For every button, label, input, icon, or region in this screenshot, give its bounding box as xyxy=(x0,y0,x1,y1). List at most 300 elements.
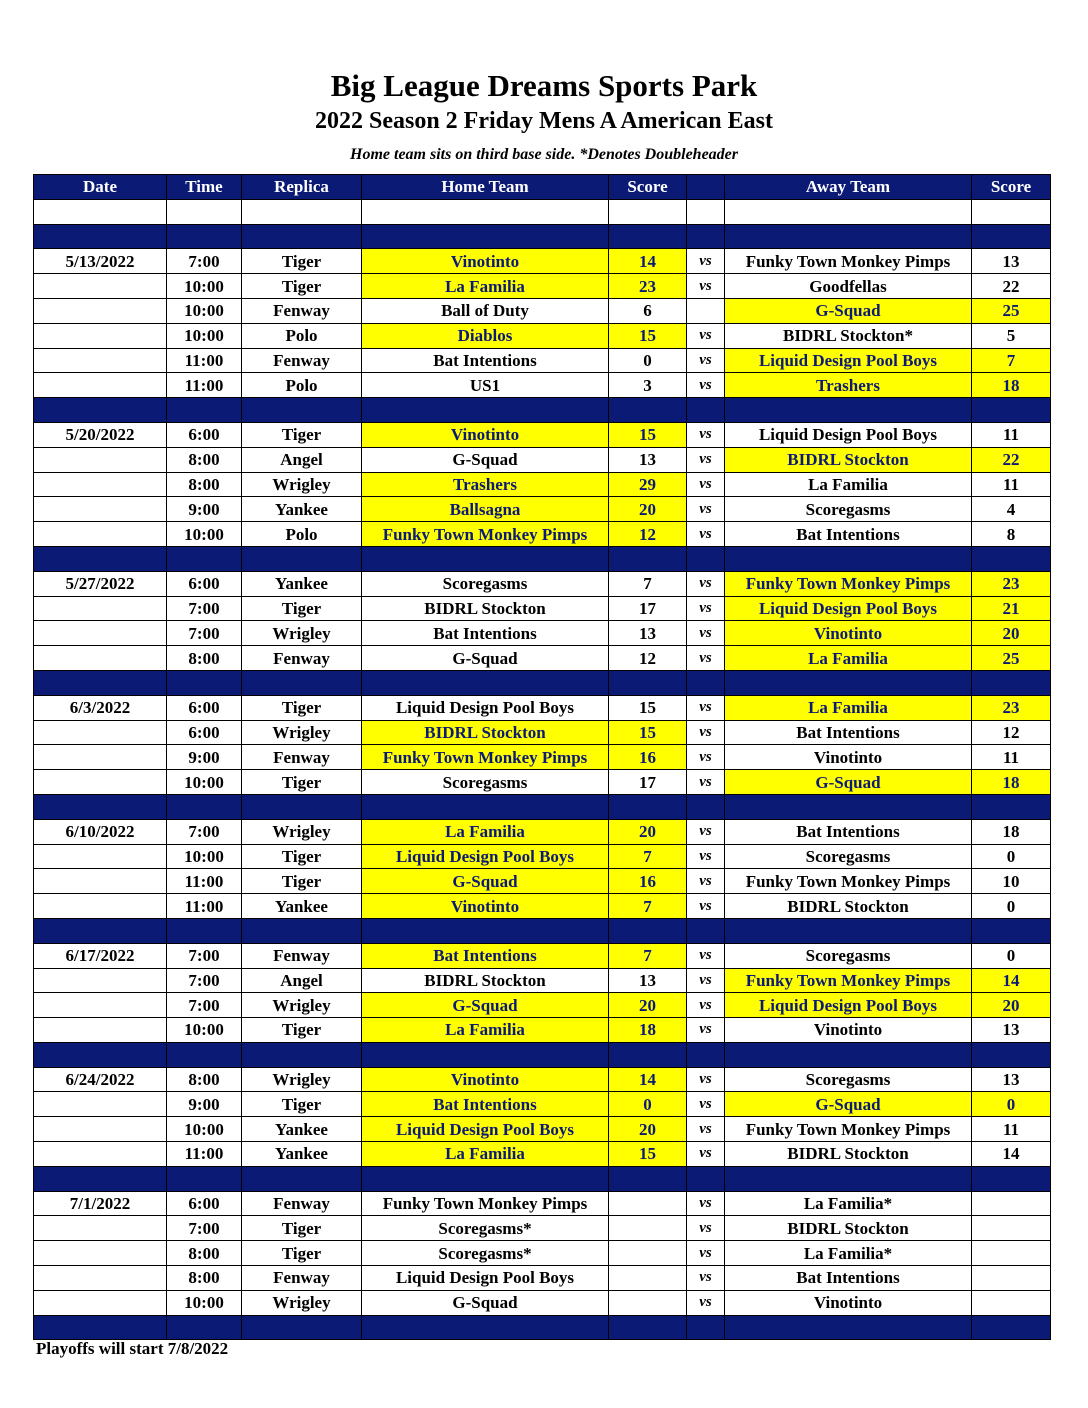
time-cell: 6:00 xyxy=(167,720,242,745)
away-score-cell xyxy=(972,1191,1051,1216)
home-team-cell: Scoregasms xyxy=(362,770,609,795)
replica-cell: Angel xyxy=(242,447,362,472)
home-score-cell: 0 xyxy=(609,348,687,373)
away-team-cell: Bat Intentions xyxy=(725,522,972,547)
date-cell xyxy=(34,1166,167,1191)
date-cell xyxy=(34,1042,167,1067)
away-team-cell: Bat Intentions xyxy=(725,720,972,745)
separator-row xyxy=(34,224,1051,249)
away-team-cell: Scoregasms xyxy=(725,844,972,869)
home-team-cell xyxy=(362,670,609,695)
date-cell xyxy=(34,224,167,249)
time-cell: 7:00 xyxy=(167,993,242,1018)
vs-cell: vs xyxy=(687,819,725,844)
replica-cell xyxy=(242,199,362,224)
home-score-cell: 15 xyxy=(609,1142,687,1167)
date-cell xyxy=(34,1092,167,1117)
away-score-cell: 13 xyxy=(972,1067,1051,1092)
time-cell xyxy=(167,1315,242,1340)
vs-cell: vs xyxy=(687,943,725,968)
away-team-cell: G-Squad xyxy=(725,298,972,323)
col-header-vs xyxy=(687,175,725,200)
away-team-cell: BIDRL Stockton* xyxy=(725,323,972,348)
date-cell xyxy=(34,1117,167,1142)
away-score-cell xyxy=(972,1216,1051,1241)
away-team-cell: Scoregasms xyxy=(725,497,972,522)
time-cell xyxy=(167,224,242,249)
time-cell xyxy=(167,199,242,224)
away-team-cell: Vinotinto xyxy=(725,621,972,646)
vs-cell xyxy=(687,1166,725,1191)
away-score-cell: 10 xyxy=(972,869,1051,894)
home-team-cell: La Familia xyxy=(362,1018,609,1043)
home-score-cell xyxy=(609,546,687,571)
home-score-cell xyxy=(609,1266,687,1291)
home-team-cell: G-Squad xyxy=(362,869,609,894)
blank-row xyxy=(34,199,1051,224)
home-team-cell: Bat Intentions xyxy=(362,943,609,968)
away-team-cell xyxy=(725,1042,972,1067)
table-row xyxy=(34,745,1051,770)
home-score-cell xyxy=(609,1241,687,1266)
home-team-cell: BIDRL Stockton xyxy=(362,596,609,621)
home-score-cell xyxy=(609,1166,687,1191)
home-team-cell: BIDRL Stockton xyxy=(362,720,609,745)
away-score-cell xyxy=(972,670,1051,695)
home-score-cell: 16 xyxy=(609,869,687,894)
table-row xyxy=(34,1266,1051,1291)
table-row xyxy=(34,596,1051,621)
replica-cell: Polo xyxy=(242,323,362,348)
table-row xyxy=(34,695,1051,720)
vs-cell: vs xyxy=(687,745,725,770)
home-team-cell: Trashers xyxy=(362,472,609,497)
away-score-cell: 18 xyxy=(972,819,1051,844)
home-team-cell: G-Squad xyxy=(362,646,609,671)
home-score-cell xyxy=(609,224,687,249)
table-row xyxy=(34,869,1051,894)
away-score-cell xyxy=(972,1266,1051,1291)
home-team-cell: Scoregasms* xyxy=(362,1241,609,1266)
home-score-cell: 13 xyxy=(609,621,687,646)
date-cell: 5/27/2022 xyxy=(34,571,167,596)
away-score-cell xyxy=(972,1166,1051,1191)
away-team-cell: Trashers xyxy=(725,373,972,398)
away-score-cell: 22 xyxy=(972,274,1051,299)
time-cell xyxy=(167,1042,242,1067)
home-score-cell: 6 xyxy=(609,298,687,323)
date-cell: 7/1/2022 xyxy=(34,1191,167,1216)
date-cell xyxy=(34,869,167,894)
vs-cell xyxy=(687,298,725,323)
home-team-cell: G-Squad xyxy=(362,447,609,472)
time-cell: 7:00 xyxy=(167,943,242,968)
away-score-cell: 0 xyxy=(972,943,1051,968)
away-team-cell: BIDRL Stockton xyxy=(725,1216,972,1241)
replica-cell: Tiger xyxy=(242,770,362,795)
replica-cell: Tiger xyxy=(242,1092,362,1117)
away-score-cell: 18 xyxy=(972,373,1051,398)
away-score-cell xyxy=(972,1290,1051,1315)
home-score-cell: 12 xyxy=(609,646,687,671)
home-score-cell xyxy=(609,1191,687,1216)
table-row xyxy=(34,522,1051,547)
vs-cell: vs xyxy=(687,323,725,348)
home-score-cell: 16 xyxy=(609,745,687,770)
replica-cell: Fenway xyxy=(242,943,362,968)
time-cell: 8:00 xyxy=(167,472,242,497)
away-score-cell: 0 xyxy=(972,1092,1051,1117)
home-score-cell: 15 xyxy=(609,323,687,348)
table-row xyxy=(34,819,1051,844)
replica-cell: Tiger xyxy=(242,596,362,621)
vs-cell: vs xyxy=(687,497,725,522)
page-title: Big League Dreams Sports Park xyxy=(330,68,758,103)
vs-cell: vs xyxy=(687,1067,725,1092)
time-cell xyxy=(167,670,242,695)
date-cell xyxy=(34,472,167,497)
time-cell: 7:00 xyxy=(167,621,242,646)
vs-cell: vs xyxy=(687,522,725,547)
vs-cell: vs xyxy=(687,447,725,472)
date-cell xyxy=(34,918,167,943)
away-team-cell: Liquid Design Pool Boys xyxy=(725,596,972,621)
table-row xyxy=(34,943,1051,968)
table-row xyxy=(34,993,1051,1018)
replica-cell: Fenway xyxy=(242,1191,362,1216)
col-header-time: Time xyxy=(167,175,242,200)
table-row xyxy=(34,323,1051,348)
date-cell: 6/24/2022 xyxy=(34,1067,167,1092)
home-score-cell: 15 xyxy=(609,695,687,720)
date-cell xyxy=(34,596,167,621)
home-team-cell: La Familia xyxy=(362,1142,609,1167)
away-score-cell: 23 xyxy=(972,571,1051,596)
away-team-cell: Liquid Design Pool Boys xyxy=(725,422,972,447)
replica-cell xyxy=(242,794,362,819)
away-team-cell: BIDRL Stockton xyxy=(725,1142,972,1167)
date-cell xyxy=(34,522,167,547)
home-score-cell: 20 xyxy=(609,993,687,1018)
away-score-cell: 13 xyxy=(972,1018,1051,1043)
home-score-cell: 15 xyxy=(609,422,687,447)
table-row xyxy=(34,894,1051,919)
home-team-cell: Funky Town Monkey Pimps xyxy=(362,1191,609,1216)
vs-cell: vs xyxy=(687,274,725,299)
separator-row xyxy=(34,1166,1051,1191)
table-row xyxy=(34,770,1051,795)
replica-cell: Yankee xyxy=(242,1142,362,1167)
away-score-cell: 11 xyxy=(972,422,1051,447)
away-score-cell xyxy=(972,918,1051,943)
time-cell: 8:00 xyxy=(167,1067,242,1092)
away-team-cell: Vinotinto xyxy=(725,1018,972,1043)
away-team-cell xyxy=(725,1315,972,1340)
date-cell: 6/10/2022 xyxy=(34,819,167,844)
time-cell: 6:00 xyxy=(167,695,242,720)
away-team-cell: La Familia* xyxy=(725,1241,972,1266)
time-cell: 11:00 xyxy=(167,348,242,373)
replica-cell xyxy=(242,1315,362,1340)
time-cell: 8:00 xyxy=(167,447,242,472)
home-team-cell: Vinotinto xyxy=(362,1067,609,1092)
home-score-cell: 14 xyxy=(609,249,687,274)
home-score-cell: 3 xyxy=(609,373,687,398)
home-score-cell: 17 xyxy=(609,596,687,621)
date-cell xyxy=(34,646,167,671)
home-team-cell: Liquid Design Pool Boys xyxy=(362,695,609,720)
table-row xyxy=(34,1067,1051,1092)
home-score-cell xyxy=(609,1216,687,1241)
home-team-cell xyxy=(362,224,609,249)
date-cell xyxy=(34,298,167,323)
table-row xyxy=(34,249,1051,274)
replica-cell: Yankee xyxy=(242,497,362,522)
home-score-cell: 15 xyxy=(609,720,687,745)
vs-cell: vs xyxy=(687,422,725,447)
replica-cell: Fenway xyxy=(242,348,362,373)
vs-cell: vs xyxy=(687,1241,725,1266)
home-team-cell: La Familia xyxy=(362,274,609,299)
date-cell xyxy=(34,497,167,522)
time-cell: 10:00 xyxy=(167,770,242,795)
replica-cell: Wrigley xyxy=(242,621,362,646)
away-team-cell xyxy=(725,670,972,695)
date-cell xyxy=(34,199,167,224)
table-row xyxy=(34,571,1051,596)
time-cell: 10:00 xyxy=(167,323,242,348)
home-team-cell xyxy=(362,1042,609,1067)
replica-cell xyxy=(242,224,362,249)
home-score-cell xyxy=(609,1290,687,1315)
time-cell: 10:00 xyxy=(167,1290,242,1315)
replica-cell: Yankee xyxy=(242,894,362,919)
replica-cell: Polo xyxy=(242,522,362,547)
home-score-cell: 29 xyxy=(609,472,687,497)
time-cell xyxy=(167,546,242,571)
date-cell xyxy=(34,1142,167,1167)
vs-cell: vs xyxy=(687,844,725,869)
vs-cell xyxy=(687,224,725,249)
table-row xyxy=(34,422,1051,447)
home-score-cell: 20 xyxy=(609,1117,687,1142)
vs-cell: vs xyxy=(687,770,725,795)
date-cell: 6/17/2022 xyxy=(34,943,167,968)
away-team-cell xyxy=(725,199,972,224)
home-score-cell xyxy=(609,1315,687,1340)
separator-row xyxy=(34,398,1051,423)
time-cell: 8:00 xyxy=(167,1266,242,1291)
away-team-cell: La Familia xyxy=(725,695,972,720)
separator-row xyxy=(34,546,1051,571)
vs-cell: vs xyxy=(687,596,725,621)
away-score-cell: 25 xyxy=(972,298,1051,323)
replica-cell xyxy=(242,918,362,943)
date-cell xyxy=(34,968,167,993)
date-cell xyxy=(34,1018,167,1043)
table-row xyxy=(34,497,1051,522)
home-team-cell: Bat Intentions xyxy=(362,1092,609,1117)
replica-cell: Tiger xyxy=(242,1216,362,1241)
date-cell xyxy=(34,670,167,695)
away-score-cell: 0 xyxy=(972,894,1051,919)
date-cell xyxy=(34,794,167,819)
home-team-cell xyxy=(362,398,609,423)
date-cell xyxy=(34,844,167,869)
away-score-cell: 20 xyxy=(972,621,1051,646)
vs-cell: vs xyxy=(687,571,725,596)
home-team-cell: G-Squad xyxy=(362,993,609,1018)
time-cell: 11:00 xyxy=(167,894,242,919)
table-header-row xyxy=(34,175,1051,200)
time-cell: 9:00 xyxy=(167,1092,242,1117)
date-cell xyxy=(34,770,167,795)
away-team-cell: Funky Town Monkey Pimps xyxy=(725,249,972,274)
date-cell: 5/20/2022 xyxy=(34,422,167,447)
replica-cell: Wrigley xyxy=(242,1067,362,1092)
home-team-cell: Vinotinto xyxy=(362,422,609,447)
home-team-cell xyxy=(362,199,609,224)
vs-cell: vs xyxy=(687,373,725,398)
col-header-date: Date xyxy=(34,175,167,200)
home-team-cell: Liquid Design Pool Boys xyxy=(362,1117,609,1142)
away-score-cell xyxy=(972,224,1051,249)
col-header-away-team: Away Team xyxy=(725,175,972,200)
col-header-replica: Replica xyxy=(242,175,362,200)
home-score-cell xyxy=(609,794,687,819)
home-team-cell: Ball of Duty xyxy=(362,298,609,323)
time-cell: 7:00 xyxy=(167,968,242,993)
table-row xyxy=(34,274,1051,299)
vs-cell: vs xyxy=(687,720,725,745)
table-row xyxy=(34,968,1051,993)
vs-cell xyxy=(687,670,725,695)
vs-cell xyxy=(687,1315,725,1340)
away-team-cell: Funky Town Monkey Pimps xyxy=(725,571,972,596)
time-cell: 11:00 xyxy=(167,869,242,894)
home-team-cell: Funky Town Monkey Pimps xyxy=(362,745,609,770)
vs-cell: vs xyxy=(687,869,725,894)
date-cell: 6/3/2022 xyxy=(34,695,167,720)
home-score-cell xyxy=(609,670,687,695)
replica-cell: Tiger xyxy=(242,844,362,869)
table-row xyxy=(34,1142,1051,1167)
away-score-cell: 25 xyxy=(972,646,1051,671)
away-score-cell: 22 xyxy=(972,447,1051,472)
home-team-cell: Bat Intentions xyxy=(362,621,609,646)
replica-cell: Tiger xyxy=(242,274,362,299)
replica-cell: Wrigley xyxy=(242,993,362,1018)
vs-cell xyxy=(687,1042,725,1067)
table-row xyxy=(34,720,1051,745)
away-team-cell: La Familia xyxy=(725,472,972,497)
away-team-cell: G-Squad xyxy=(725,770,972,795)
away-team-cell: Scoregasms xyxy=(725,943,972,968)
time-cell xyxy=(167,398,242,423)
home-score-cell: 14 xyxy=(609,1067,687,1092)
vs-cell: vs xyxy=(687,1142,725,1167)
away-team-cell xyxy=(725,546,972,571)
table-row xyxy=(34,472,1051,497)
time-cell: 7:00 xyxy=(167,249,242,274)
vs-cell: vs xyxy=(687,968,725,993)
home-team-cell: BIDRL Stockton xyxy=(362,968,609,993)
separator-row xyxy=(34,918,1051,943)
home-team-cell xyxy=(362,1166,609,1191)
time-cell: 11:00 xyxy=(167,373,242,398)
home-score-cell xyxy=(609,918,687,943)
home-score-cell xyxy=(609,1042,687,1067)
date-cell xyxy=(34,993,167,1018)
replica-cell: Tiger xyxy=(242,1018,362,1043)
away-team-cell: Funky Town Monkey Pimps xyxy=(725,869,972,894)
away-score-cell: 11 xyxy=(972,472,1051,497)
vs-cell: vs xyxy=(687,894,725,919)
away-team-cell: Scoregasms xyxy=(725,1067,972,1092)
home-team-cell xyxy=(362,918,609,943)
home-team-cell: Vinotinto xyxy=(362,249,609,274)
away-team-cell: Liquid Design Pool Boys xyxy=(725,348,972,373)
home-team-cell xyxy=(362,1315,609,1340)
away-score-cell xyxy=(972,199,1051,224)
away-score-cell xyxy=(972,1042,1051,1067)
home-score-cell: 13 xyxy=(609,968,687,993)
time-cell: 10:00 xyxy=(167,1018,242,1043)
away-score-cell xyxy=(972,398,1051,423)
time-cell xyxy=(167,1166,242,1191)
time-cell: 10:00 xyxy=(167,274,242,299)
replica-cell xyxy=(242,670,362,695)
replica-cell: Tiger xyxy=(242,422,362,447)
vs-cell xyxy=(687,199,725,224)
away-score-cell: 21 xyxy=(972,596,1051,621)
away-score-cell: 7 xyxy=(972,348,1051,373)
time-cell: 10:00 xyxy=(167,298,242,323)
replica-cell: Fenway xyxy=(242,298,362,323)
vs-cell: vs xyxy=(687,1117,725,1142)
time-cell xyxy=(167,794,242,819)
table-row xyxy=(34,373,1051,398)
page-subtitle: 2022 Season 2 Friday Mens A American East xyxy=(314,108,773,134)
home-team-cell: Vinotinto xyxy=(362,894,609,919)
vs-cell: vs xyxy=(687,348,725,373)
replica-cell: Wrigley xyxy=(242,472,362,497)
replica-cell: Wrigley xyxy=(242,1290,362,1315)
vs-cell xyxy=(687,546,725,571)
away-team-cell xyxy=(725,398,972,423)
away-score-cell xyxy=(972,794,1051,819)
date-cell xyxy=(34,274,167,299)
date-cell xyxy=(34,1216,167,1241)
replica-cell xyxy=(242,398,362,423)
table-row xyxy=(34,646,1051,671)
separator-row xyxy=(34,1042,1051,1067)
home-team-cell: La Familia xyxy=(362,819,609,844)
away-score-cell: 14 xyxy=(972,968,1051,993)
time-cell: 10:00 xyxy=(167,522,242,547)
vs-cell: vs xyxy=(687,1266,725,1291)
away-team-cell: BIDRL Stockton xyxy=(725,894,972,919)
away-team-cell: Funky Town Monkey Pimps xyxy=(725,1117,972,1142)
time-cell: 8:00 xyxy=(167,1241,242,1266)
date-cell: 5/13/2022 xyxy=(34,249,167,274)
away-team-cell: Vinotinto xyxy=(725,745,972,770)
vs-cell: vs xyxy=(687,472,725,497)
home-team-cell xyxy=(362,794,609,819)
replica-cell: Yankee xyxy=(242,1117,362,1142)
date-cell xyxy=(34,745,167,770)
schedule-table xyxy=(33,174,1051,1340)
